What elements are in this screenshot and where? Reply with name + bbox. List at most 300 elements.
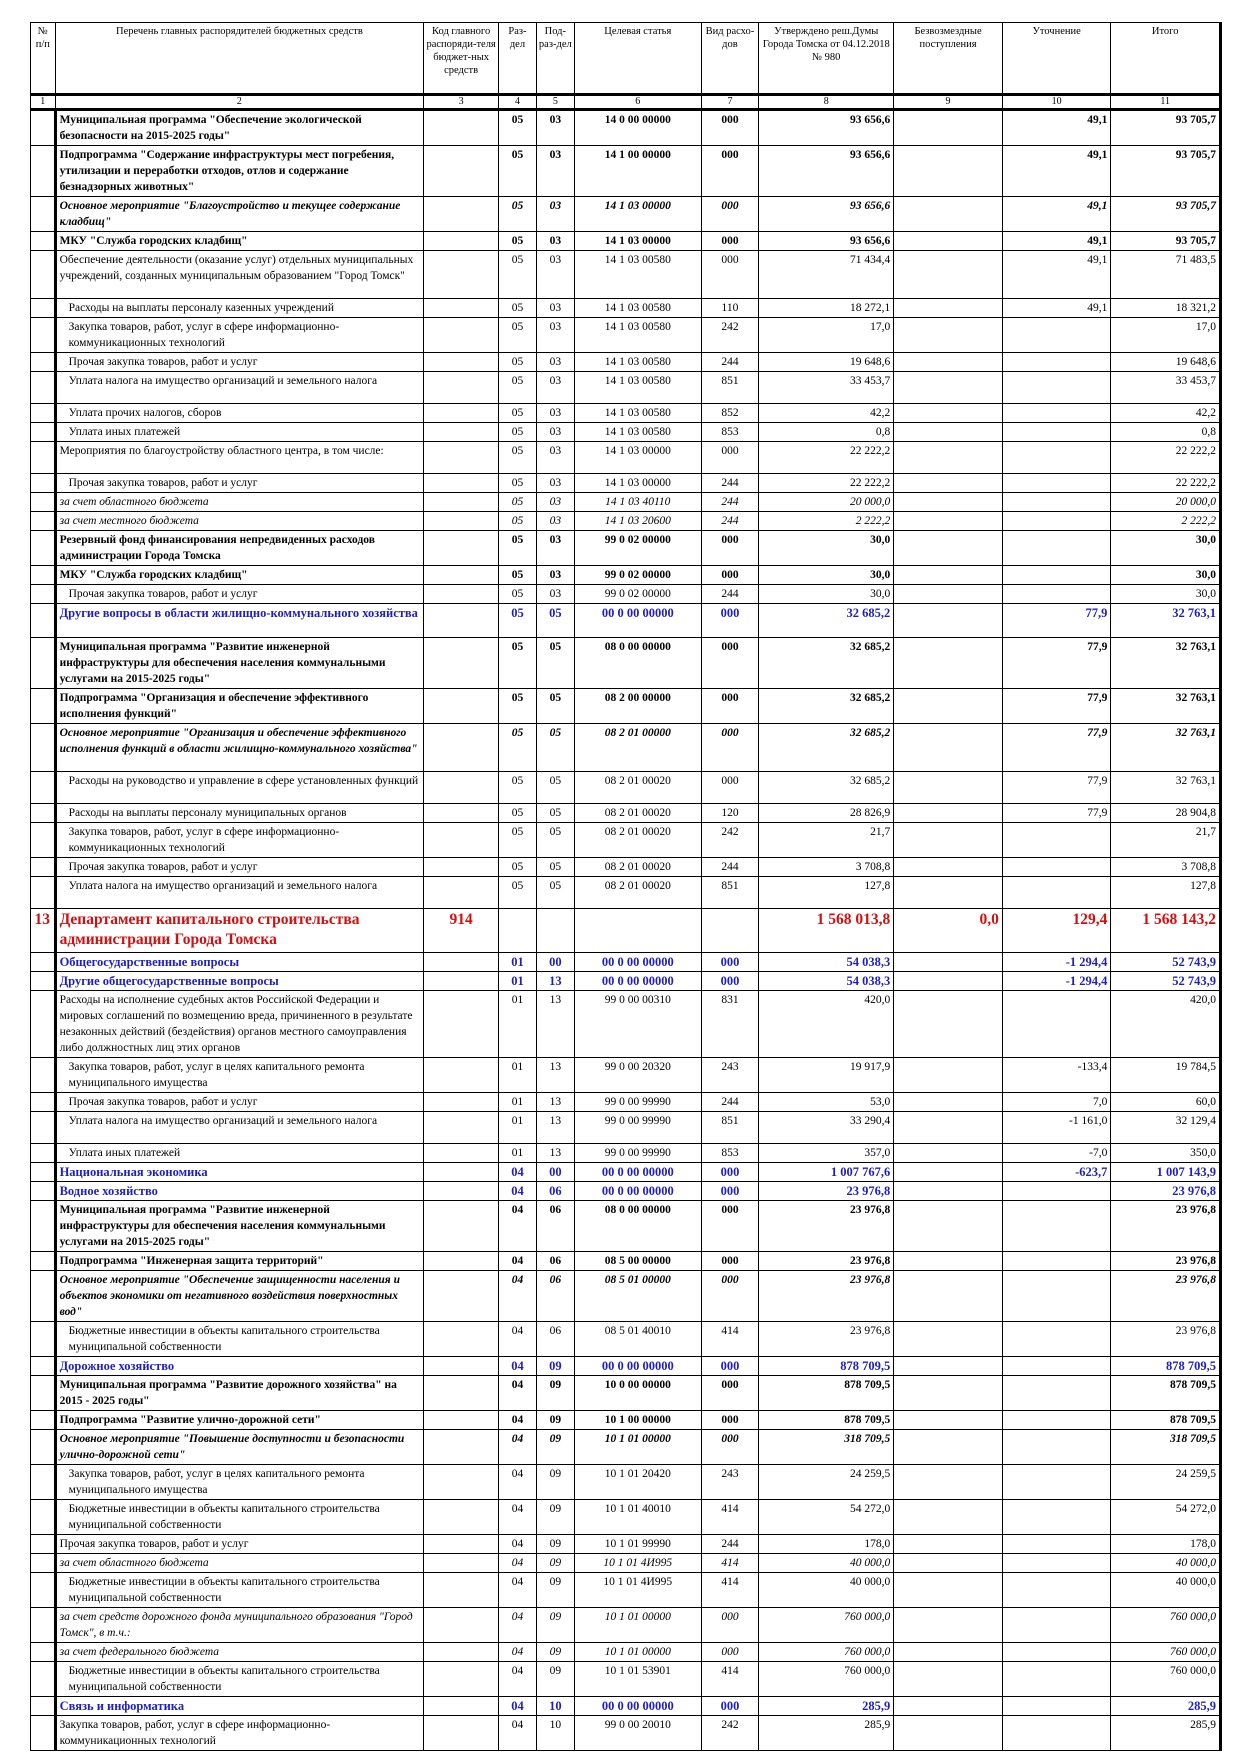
row-name: Прочая закупка товаров, работ и услуг bbox=[55, 353, 424, 372]
row-total: 40 000,0 bbox=[1111, 1573, 1221, 1608]
column-number: 5 bbox=[536, 95, 574, 110]
row-refine bbox=[1002, 318, 1111, 353]
row-vid: 120 bbox=[701, 804, 758, 823]
row-razdel: 05 bbox=[499, 585, 537, 604]
row-name: за счет местного бюджета bbox=[55, 512, 424, 531]
row-number bbox=[31, 772, 56, 804]
table-row bbox=[31, 804, 1221, 823]
row-target: 99 0 02 00000 bbox=[574, 531, 701, 566]
table-row bbox=[31, 1662, 1221, 1697]
row-code bbox=[424, 299, 499, 318]
row-total: 1 007 143,9 bbox=[1111, 1163, 1221, 1182]
row-code bbox=[424, 877, 499, 909]
row-number bbox=[31, 531, 56, 566]
row-name: Бюджетные инвестиции в объекты капитального строительства муниципальной собственности bbox=[55, 1322, 424, 1357]
row-code bbox=[424, 1643, 499, 1662]
row-podrazdel: 10 bbox=[536, 1697, 574, 1716]
row-free bbox=[894, 724, 1003, 772]
row-refine bbox=[1002, 404, 1111, 423]
row-approved: 760 000,0 bbox=[759, 1608, 894, 1643]
row-vid: 000 bbox=[701, 638, 758, 689]
table-row bbox=[31, 1112, 1221, 1144]
row-podrazdel: 10 bbox=[536, 1716, 574, 1751]
column-number: 7 bbox=[701, 95, 758, 110]
row-refine bbox=[1002, 1554, 1111, 1573]
row-target: 10 1 01 40010 bbox=[574, 1500, 701, 1535]
row-free: 0,0 bbox=[894, 909, 1003, 953]
row-approved: 23 976,8 bbox=[759, 1322, 894, 1357]
row-code bbox=[424, 1058, 499, 1093]
header-cell-approved: Утверждено реш.Думы Города Томска от 04.12.2018 № 980 bbox=[759, 23, 894, 95]
row-vid: 110 bbox=[701, 299, 758, 318]
row-number bbox=[31, 1697, 56, 1716]
table-row bbox=[31, 474, 1221, 493]
row-total: 93 705,7 bbox=[1111, 110, 1221, 146]
row-vid: 242 bbox=[701, 318, 758, 353]
row-total: 60,0 bbox=[1111, 1093, 1221, 1112]
row-podrazdel: 06 bbox=[536, 1271, 574, 1322]
row-refine: 49,1 bbox=[1002, 251, 1111, 299]
row-approved: 2 222,2 bbox=[759, 512, 894, 531]
row-vid: 244 bbox=[701, 858, 758, 877]
row-number: 13 bbox=[31, 909, 56, 953]
row-podrazdel: 03 bbox=[536, 566, 574, 585]
row-razdel: 05 bbox=[499, 372, 537, 404]
row-code bbox=[424, 1554, 499, 1573]
row-free bbox=[894, 1093, 1003, 1112]
row-target: 14 1 03 00000 bbox=[574, 474, 701, 493]
row-total: 760 000,0 bbox=[1111, 1662, 1221, 1697]
row-refine bbox=[1002, 1643, 1111, 1662]
row-target: 08 0 00 00000 bbox=[574, 1201, 701, 1252]
row-code bbox=[424, 1535, 499, 1554]
column-number: 8 bbox=[759, 95, 894, 110]
row-vid: 000 bbox=[701, 531, 758, 566]
row-code bbox=[424, 232, 499, 251]
row-number bbox=[31, 299, 56, 318]
row-vid bbox=[701, 909, 758, 953]
row-free bbox=[894, 512, 1003, 531]
row-free bbox=[894, 858, 1003, 877]
row-razdel: 05 bbox=[499, 299, 537, 318]
row-free bbox=[894, 1322, 1003, 1357]
row-free bbox=[894, 1271, 1003, 1322]
row-podrazdel: 05 bbox=[536, 823, 574, 858]
row-razdel: 05 bbox=[499, 353, 537, 372]
row-target: 14 1 03 00580 bbox=[574, 318, 701, 353]
row-free bbox=[894, 1112, 1003, 1144]
table-row bbox=[31, 299, 1221, 318]
row-free bbox=[894, 1252, 1003, 1271]
row-podrazdel: 09 bbox=[536, 1376, 574, 1411]
header-cell-name: Перечень главных распорядителей бюджетных средств bbox=[55, 23, 424, 95]
row-razdel: 05 bbox=[499, 877, 537, 909]
row-refine bbox=[1002, 474, 1111, 493]
row-razdel: 04 bbox=[499, 1535, 537, 1554]
table-row bbox=[31, 1535, 1221, 1554]
row-podrazdel: 09 bbox=[536, 1662, 574, 1697]
row-razdel: 01 bbox=[499, 991, 537, 1058]
row-approved: 20 000,0 bbox=[759, 493, 894, 512]
row-free bbox=[894, 442, 1003, 474]
row-number bbox=[31, 877, 56, 909]
row-approved: 760 000,0 bbox=[759, 1662, 894, 1697]
row-total: 3 708,8 bbox=[1111, 858, 1221, 877]
row-razdel: 04 bbox=[499, 1430, 537, 1465]
row-refine bbox=[1002, 877, 1111, 909]
row-free bbox=[894, 823, 1003, 858]
table-row bbox=[31, 1271, 1221, 1322]
row-free bbox=[894, 877, 1003, 909]
row-total: 21,7 bbox=[1111, 823, 1221, 858]
row-name: МКУ "Служба городских кладбищ" bbox=[55, 232, 424, 251]
table-row bbox=[31, 877, 1221, 909]
row-number bbox=[31, 146, 56, 197]
column-number: 2 bbox=[55, 95, 424, 110]
row-total: 23 976,8 bbox=[1111, 1322, 1221, 1357]
row-free bbox=[894, 474, 1003, 493]
row-approved: 93 656,6 bbox=[759, 232, 894, 251]
row-refine: 77,9 bbox=[1002, 724, 1111, 772]
row-code bbox=[424, 1716, 499, 1751]
row-target: 00 0 00 00000 bbox=[574, 1357, 701, 1376]
row-target: 00 0 00 00000 bbox=[574, 972, 701, 991]
row-number bbox=[31, 1322, 56, 1357]
row-name: Бюджетные инвестиции в объекты капитального строительства муниципальной собственности bbox=[55, 1573, 424, 1608]
row-razdel: 04 bbox=[499, 1662, 537, 1697]
row-code bbox=[424, 146, 499, 197]
row-total: 23 976,8 bbox=[1111, 1201, 1221, 1252]
row-podrazdel: 03 bbox=[536, 197, 574, 232]
row-total: 28 904,8 bbox=[1111, 804, 1221, 823]
row-vid: 000 bbox=[701, 1411, 758, 1430]
row-free bbox=[894, 566, 1003, 585]
row-vid: 000 bbox=[701, 972, 758, 991]
table-row bbox=[31, 531, 1221, 566]
row-number bbox=[31, 953, 56, 972]
row-vid: 244 bbox=[701, 1535, 758, 1554]
row-approved: 71 434,4 bbox=[759, 251, 894, 299]
row-vid: 000 bbox=[701, 604, 758, 638]
row-code bbox=[424, 1182, 499, 1201]
row-refine: 77,9 bbox=[1002, 689, 1111, 724]
row-razdel: 04 bbox=[499, 1716, 537, 1751]
row-name: Основное мероприятие "Благоустройство и текущее содержание кладбищ" bbox=[55, 197, 424, 232]
column-number: 10 bbox=[1002, 95, 1111, 110]
row-number bbox=[31, 991, 56, 1058]
row-approved: 32 685,2 bbox=[759, 604, 894, 638]
row-refine bbox=[1002, 585, 1111, 604]
row-total: 350,0 bbox=[1111, 1144, 1221, 1163]
row-code bbox=[424, 423, 499, 442]
row-number bbox=[31, 689, 56, 724]
row-number bbox=[31, 1376, 56, 1411]
row-podrazdel: 13 bbox=[536, 1144, 574, 1163]
row-free bbox=[894, 318, 1003, 353]
table-row bbox=[31, 638, 1221, 689]
row-vid: 000 bbox=[701, 566, 758, 585]
row-total: 33 453,7 bbox=[1111, 372, 1221, 404]
row-refine: 77,9 bbox=[1002, 804, 1111, 823]
row-razdel: 04 bbox=[499, 1554, 537, 1573]
row-razdel: 05 bbox=[499, 493, 537, 512]
row-number bbox=[31, 1112, 56, 1144]
row-code bbox=[424, 1252, 499, 1271]
row-name: Бюджетные инвестиции в объекты капитального строительства муниципальной собственности bbox=[55, 1500, 424, 1535]
row-number bbox=[31, 1252, 56, 1271]
row-free bbox=[894, 1411, 1003, 1430]
row-number bbox=[31, 353, 56, 372]
row-code bbox=[424, 1500, 499, 1535]
row-total: 178,0 bbox=[1111, 1535, 1221, 1554]
table-row bbox=[31, 1093, 1221, 1112]
row-podrazdel: 00 bbox=[536, 1163, 574, 1182]
row-name: Подпрограмма "Организация и обеспечение эффективного исполнения функций" bbox=[55, 689, 424, 724]
row-target: 14 1 03 00000 bbox=[574, 197, 701, 232]
table-row bbox=[31, 1058, 1221, 1093]
row-code bbox=[424, 953, 499, 972]
row-approved: 127,8 bbox=[759, 877, 894, 909]
row-number bbox=[31, 318, 56, 353]
row-target: 99 0 00 99990 bbox=[574, 1144, 701, 1163]
table-row bbox=[31, 1573, 1221, 1608]
row-refine bbox=[1002, 991, 1111, 1058]
row-vid: 000 bbox=[701, 772, 758, 804]
row-free bbox=[894, 1608, 1003, 1643]
table-row bbox=[31, 1716, 1221, 1751]
row-target: 14 1 03 40110 bbox=[574, 493, 701, 512]
table-row bbox=[31, 823, 1221, 858]
row-code bbox=[424, 804, 499, 823]
row-name: Муниципальная программа "Развитие инженерной инфраструктуры для обеспечения населения коммунальными услугами на 2015-2025 годы" bbox=[55, 638, 424, 689]
row-target: 14 1 03 00580 bbox=[574, 353, 701, 372]
row-total: 878 709,5 bbox=[1111, 1357, 1221, 1376]
row-total: 30,0 bbox=[1111, 566, 1221, 585]
row-vid: 000 bbox=[701, 1357, 758, 1376]
row-code bbox=[424, 724, 499, 772]
row-number bbox=[31, 566, 56, 585]
row-refine bbox=[1002, 493, 1111, 512]
row-refine: -7,0 bbox=[1002, 1144, 1111, 1163]
row-approved: 18 272,1 bbox=[759, 299, 894, 318]
row-refine: 49,1 bbox=[1002, 299, 1111, 318]
row-podrazdel: 05 bbox=[536, 689, 574, 724]
row-name: Уплата налога на имущество организаций и земельного налога bbox=[55, 1112, 424, 1144]
row-number bbox=[31, 1271, 56, 1322]
row-refine bbox=[1002, 1697, 1111, 1716]
row-code bbox=[424, 493, 499, 512]
row-target: 99 0 02 00000 bbox=[574, 585, 701, 604]
row-free bbox=[894, 146, 1003, 197]
table-row bbox=[31, 1697, 1221, 1716]
row-vid: 000 bbox=[701, 1252, 758, 1271]
row-razdel: 05 bbox=[499, 318, 537, 353]
row-razdel: 04 bbox=[499, 1271, 537, 1322]
header-cell-refine: Уточнение bbox=[1002, 23, 1111, 95]
row-free bbox=[894, 353, 1003, 372]
row-approved: 318 709,5 bbox=[759, 1430, 894, 1465]
row-total: 30,0 bbox=[1111, 585, 1221, 604]
row-name: Прочая закупка товаров, работ и услуг bbox=[55, 858, 424, 877]
row-free bbox=[894, 1182, 1003, 1201]
table-body bbox=[31, 110, 1221, 1751]
row-target: 00 0 00 00000 bbox=[574, 1163, 701, 1182]
row-number bbox=[31, 474, 56, 493]
row-code bbox=[424, 604, 499, 638]
row-target: 14 0 00 00000 bbox=[574, 110, 701, 146]
row-refine: 49,1 bbox=[1002, 232, 1111, 251]
row-approved: 30,0 bbox=[759, 585, 894, 604]
row-approved: 42,2 bbox=[759, 404, 894, 423]
row-podrazdel: 09 bbox=[536, 1535, 574, 1554]
row-vid: 244 bbox=[701, 585, 758, 604]
row-podrazdel: 09 bbox=[536, 1465, 574, 1500]
row-name: Уплата налога на имущество организаций и земельного налога bbox=[55, 372, 424, 404]
row-vid: 000 bbox=[701, 1201, 758, 1252]
row-refine: 49,1 bbox=[1002, 110, 1111, 146]
row-podrazdel: 03 bbox=[536, 442, 574, 474]
row-approved: 878 709,5 bbox=[759, 1411, 894, 1430]
row-free bbox=[894, 804, 1003, 823]
row-target: 00 0 00 00000 bbox=[574, 953, 701, 972]
row-podrazdel: 03 bbox=[536, 232, 574, 251]
row-approved: 33 453,7 bbox=[759, 372, 894, 404]
row-target: 10 1 01 00000 bbox=[574, 1430, 701, 1465]
row-free bbox=[894, 1643, 1003, 1662]
row-target: 10 1 01 00000 bbox=[574, 1608, 701, 1643]
row-name: Прочая закупка товаров, работ и услуг bbox=[55, 474, 424, 493]
row-podrazdel: 09 bbox=[536, 1608, 574, 1643]
row-free bbox=[894, 110, 1003, 146]
row-vid: 000 bbox=[701, 1271, 758, 1322]
row-number bbox=[31, 1554, 56, 1573]
row-refine bbox=[1002, 1357, 1111, 1376]
row-number bbox=[31, 1500, 56, 1535]
row-free bbox=[894, 1430, 1003, 1465]
header-cell-num: № п/п bbox=[31, 23, 56, 95]
row-razdel: 04 bbox=[499, 1357, 537, 1376]
row-podrazdel: 09 bbox=[536, 1357, 574, 1376]
table-row bbox=[31, 232, 1221, 251]
row-refine bbox=[1002, 823, 1111, 858]
row-podrazdel: 03 bbox=[536, 251, 574, 299]
row-free bbox=[894, 251, 1003, 299]
row-razdel: 04 bbox=[499, 1573, 537, 1608]
row-number bbox=[31, 1201, 56, 1252]
row-name: Уплата прочих налогов, сборов bbox=[55, 404, 424, 423]
table-row bbox=[31, 724, 1221, 772]
row-total: 127,8 bbox=[1111, 877, 1221, 909]
row-razdel: 04 bbox=[499, 1201, 537, 1252]
row-razdel: 05 bbox=[499, 110, 537, 146]
row-name: Национальная экономика bbox=[55, 1163, 424, 1182]
row-total: 32 763,1 bbox=[1111, 772, 1221, 804]
row-free bbox=[894, 585, 1003, 604]
row-razdel: 05 bbox=[499, 232, 537, 251]
row-target: 14 1 03 00580 bbox=[574, 404, 701, 423]
row-code bbox=[424, 353, 499, 372]
row-number bbox=[31, 1182, 56, 1201]
table-row bbox=[31, 1201, 1221, 1252]
row-total: 22 222,2 bbox=[1111, 442, 1221, 474]
row-approved: 23 976,8 bbox=[759, 1201, 894, 1252]
row-razdel: 05 bbox=[499, 474, 537, 493]
row-razdel: 04 bbox=[499, 1322, 537, 1357]
row-vid: 000 bbox=[701, 146, 758, 197]
row-target: 10 1 01 20420 bbox=[574, 1465, 701, 1500]
row-approved: 30,0 bbox=[759, 531, 894, 566]
row-podrazdel: 03 bbox=[536, 585, 574, 604]
row-vid: 244 bbox=[701, 493, 758, 512]
row-vid: 243 bbox=[701, 1058, 758, 1093]
row-total: 32 763,1 bbox=[1111, 604, 1221, 638]
row-vid: 242 bbox=[701, 823, 758, 858]
row-refine bbox=[1002, 1376, 1111, 1411]
row-razdel: 04 bbox=[499, 1465, 537, 1500]
row-number bbox=[31, 1535, 56, 1554]
row-refine bbox=[1002, 1465, 1111, 1500]
row-total: 24 259,5 bbox=[1111, 1465, 1221, 1500]
row-total: 40 000,0 bbox=[1111, 1554, 1221, 1573]
row-name: Муниципальная программа "Развитие инженерной инфраструктуры для обеспечения населения коммунальными услугами на 2015-2025 годы" bbox=[55, 1201, 424, 1252]
row-target: 14 1 03 20600 bbox=[574, 512, 701, 531]
row-razdel: 04 bbox=[499, 1697, 537, 1716]
row-vid: 000 bbox=[701, 953, 758, 972]
row-total: 760 000,0 bbox=[1111, 1608, 1221, 1643]
row-code bbox=[424, 1376, 499, 1411]
row-razdel: 04 bbox=[499, 1643, 537, 1662]
row-name: Подпрограмма "Развитие улично-дорожной сети" bbox=[55, 1411, 424, 1430]
row-podrazdel: 05 bbox=[536, 804, 574, 823]
row-podrazdel: 00 bbox=[536, 953, 574, 972]
row-vid: 000 bbox=[701, 1697, 758, 1716]
row-vid: 244 bbox=[701, 474, 758, 493]
row-vid: 000 bbox=[701, 1182, 758, 1201]
row-free bbox=[894, 1163, 1003, 1182]
row-free bbox=[894, 1465, 1003, 1500]
table-row bbox=[31, 953, 1221, 972]
row-total: 23 976,8 bbox=[1111, 1182, 1221, 1201]
row-code bbox=[424, 1697, 499, 1716]
row-approved: 878 709,5 bbox=[759, 1376, 894, 1411]
row-target: 00 0 00 00000 bbox=[574, 1697, 701, 1716]
row-podrazdel: 05 bbox=[536, 724, 574, 772]
row-total: 23 976,8 bbox=[1111, 1252, 1221, 1271]
budget-table-sheet bbox=[30, 22, 1222, 1751]
row-podrazdel: 13 bbox=[536, 1093, 574, 1112]
row-free bbox=[894, 1144, 1003, 1163]
row-podrazdel: 03 bbox=[536, 318, 574, 353]
row-name: Уплата налога на имущество организаций и земельного налога bbox=[55, 877, 424, 909]
row-razdel: 04 bbox=[499, 1411, 537, 1430]
row-vid: 414 bbox=[701, 1662, 758, 1697]
header-cell-total: Итого bbox=[1111, 23, 1221, 95]
row-code bbox=[424, 823, 499, 858]
row-free bbox=[894, 1535, 1003, 1554]
row-razdel: 05 bbox=[499, 638, 537, 689]
table-row bbox=[31, 1376, 1221, 1411]
row-refine: 7,0 bbox=[1002, 1093, 1111, 1112]
row-target: 14 1 03 00000 bbox=[574, 232, 701, 251]
row-number bbox=[31, 442, 56, 474]
row-total: 93 705,7 bbox=[1111, 197, 1221, 232]
row-code bbox=[424, 318, 499, 353]
row-razdel: 05 bbox=[499, 251, 537, 299]
row-podrazdel bbox=[536, 909, 574, 953]
row-razdel: 05 bbox=[499, 604, 537, 638]
row-podrazdel: 09 bbox=[536, 1554, 574, 1573]
table-row bbox=[31, 1144, 1221, 1163]
